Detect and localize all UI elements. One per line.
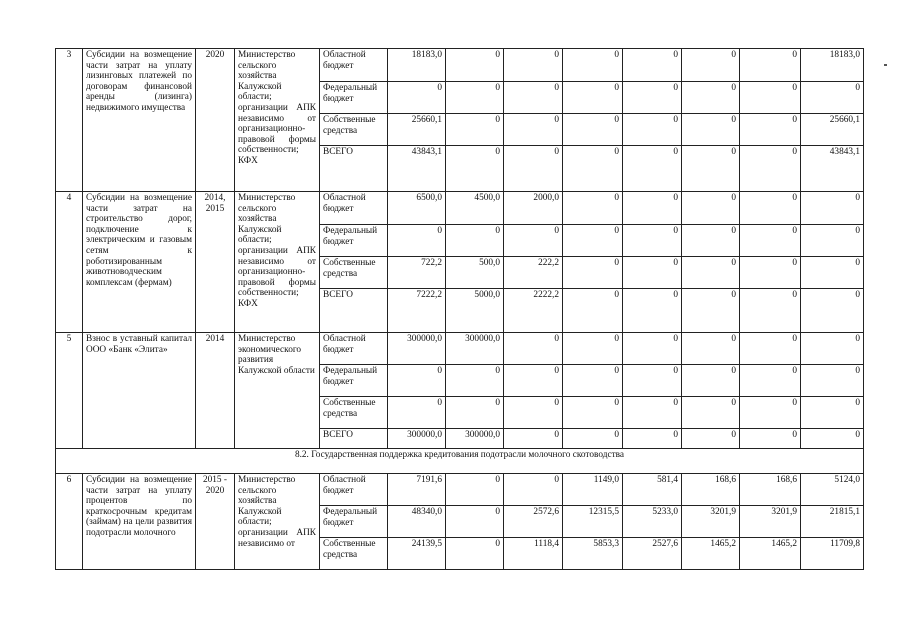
- section-row: [56, 449, 864, 474]
- section-title: 8.2. Государственная поддержка кредитования подотрасли молочного скотоводства: [56, 449, 864, 474]
- value-cell: 0: [504, 82, 563, 114]
- value-cell: 0: [563, 289, 623, 333]
- value-cell: 300000,0: [388, 429, 446, 449]
- funding-source: Областной бюджет: [320, 192, 388, 225]
- value-cell: 0: [682, 257, 740, 289]
- value-cell: 0: [801, 82, 864, 114]
- value-cell: 0: [682, 114, 740, 146]
- value-cell: 0: [801, 289, 864, 333]
- value-cell: 0: [388, 225, 446, 257]
- value-cell: 43843,1: [388, 146, 446, 192]
- value-cell: 0: [504, 49, 563, 82]
- value-cell: 3201,9: [682, 506, 740, 538]
- value-cell: 0: [623, 365, 682, 397]
- period: 2014, 2015: [196, 192, 235, 333]
- value-cell: 0: [682, 82, 740, 114]
- funding-source: Федеральный бюджет: [320, 365, 388, 397]
- value-cell: 0: [446, 365, 504, 397]
- value-cell: 2527,6: [623, 538, 682, 570]
- value-cell: 0: [504, 225, 563, 257]
- table-row: [56, 49, 864, 82]
- budget-table: [55, 48, 864, 570]
- value-cell: 1118,4: [504, 538, 563, 570]
- funding-source: Областной бюджет: [320, 49, 388, 82]
- value-cell: 168,6: [682, 474, 740, 506]
- value-cell: 0: [563, 225, 623, 257]
- value-cell: 0: [563, 114, 623, 146]
- table-row: [56, 333, 864, 365]
- value-cell: 0: [801, 365, 864, 397]
- funding-source: Федеральный бюджет: [320, 225, 388, 257]
- value-cell: 0: [740, 225, 801, 257]
- value-cell: 0: [623, 192, 682, 225]
- value-cell: 300000,0: [446, 333, 504, 365]
- funding-source: Собственные средства: [320, 114, 388, 146]
- value-cell: 0: [446, 474, 504, 506]
- period: 2014: [196, 333, 235, 449]
- value-cell: 168,6: [740, 474, 801, 506]
- value-cell: 0: [446, 538, 504, 570]
- funding-source: ВСЕГО: [320, 429, 388, 449]
- value-cell: 222,2: [504, 257, 563, 289]
- value-cell: 7222,2: [388, 289, 446, 333]
- value-cell: 0: [623, 225, 682, 257]
- value-cell: 5233,0: [623, 506, 682, 538]
- value-cell: 0: [563, 49, 623, 82]
- value-cell: 0: [682, 225, 740, 257]
- value-cell: 5853,3: [563, 538, 623, 570]
- value-cell: 300000,0: [388, 333, 446, 365]
- value-cell: 43843,1: [801, 146, 864, 192]
- period: 2020: [196, 49, 235, 192]
- executor: Министерство сельского хозяйства Калужской области; организации АПК независимо от организационно-правовой формы собственности; КФХ: [235, 49, 320, 192]
- value-cell: 2572,6: [504, 506, 563, 538]
- value-cell: 48340,0: [388, 506, 446, 538]
- value-cell: 0: [682, 365, 740, 397]
- value-cell: 0: [446, 49, 504, 82]
- value-cell: 0: [682, 192, 740, 225]
- value-cell: 12315,5: [563, 506, 623, 538]
- value-cell: 0: [388, 397, 446, 429]
- value-cell: 25660,1: [801, 114, 864, 146]
- value-cell: 0: [388, 82, 446, 114]
- value-cell: 0: [740, 429, 801, 449]
- row-number: 3: [56, 49, 83, 192]
- value-cell: 0: [801, 333, 864, 365]
- value-cell: 0: [740, 146, 801, 192]
- value-cell: 0: [682, 49, 740, 82]
- value-cell: 0: [740, 82, 801, 114]
- value-cell: 722,2: [388, 257, 446, 289]
- value-cell: 0: [563, 429, 623, 449]
- value-cell: 0: [740, 192, 801, 225]
- value-cell: 0: [563, 146, 623, 192]
- period: 2015 - 2020: [196, 474, 235, 570]
- value-cell: 0: [801, 429, 864, 449]
- table-row: [56, 192, 864, 225]
- funding-source: Собственные средства: [320, 397, 388, 429]
- value-cell: 581,4: [623, 474, 682, 506]
- value-cell: 0: [682, 397, 740, 429]
- value-cell: 0: [623, 333, 682, 365]
- value-cell: 0: [563, 82, 623, 114]
- funding-source: Собственные средства: [320, 257, 388, 289]
- executor: Министерство сельского хозяйства Калужской области; организации АПК независимо от организационно-правовой формы собственности; КФХ: [235, 192, 320, 333]
- value-cell: 0: [740, 114, 801, 146]
- value-cell: 0: [563, 397, 623, 429]
- value-cell: 0: [446, 506, 504, 538]
- value-cell: 0: [504, 474, 563, 506]
- value-cell: 0: [563, 333, 623, 365]
- value-cell: 0: [504, 146, 563, 192]
- value-cell: 0: [446, 114, 504, 146]
- value-cell: 25660,1: [388, 114, 446, 146]
- funding-source: ВСЕГО: [320, 146, 388, 192]
- value-cell: 0: [623, 397, 682, 429]
- value-cell: 0: [623, 82, 682, 114]
- value-cell: 7191,6: [388, 474, 446, 506]
- value-cell: 6500,0: [388, 192, 446, 225]
- value-cell: 0: [563, 257, 623, 289]
- value-cell: 1465,2: [682, 538, 740, 570]
- value-cell: 0: [446, 225, 504, 257]
- value-cell: 0: [623, 49, 682, 82]
- table-row: [56, 474, 864, 506]
- value-cell: 1149,0: [563, 474, 623, 506]
- value-cell: 0: [504, 397, 563, 429]
- value-cell: 18183,0: [388, 49, 446, 82]
- scan-mark: [884, 64, 887, 66]
- value-cell: 0: [740, 289, 801, 333]
- funding-source: Собственные средства: [320, 538, 388, 570]
- value-cell: 0: [801, 225, 864, 257]
- row-number: 4: [56, 192, 83, 333]
- value-cell: 0: [682, 146, 740, 192]
- value-cell: 0: [740, 333, 801, 365]
- row-number: 6: [56, 474, 83, 570]
- value-cell: 3201,9: [740, 506, 801, 538]
- value-cell: 0: [682, 289, 740, 333]
- value-cell: 18183,0: [801, 49, 864, 82]
- measure-name: Субсидии на возмещение части затрат на уплату лизинговых платежей по договорам финансовой аренды (лизинга) недвижимого имущества: [83, 49, 196, 192]
- value-cell: 0: [623, 146, 682, 192]
- value-cell: 0: [682, 333, 740, 365]
- funding-source: Федеральный бюджет: [320, 82, 388, 114]
- value-cell: 0: [388, 365, 446, 397]
- value-cell: 0: [446, 146, 504, 192]
- measure-name: Субсидии на возмещение части затрат на строительство дорог, подключение к электрическим и газовым сетям к роботизированным животноводческим комплексам (фермам): [83, 192, 196, 333]
- value-cell: 0: [801, 257, 864, 289]
- value-cell: 5124,0: [801, 474, 864, 506]
- value-cell: 0: [740, 257, 801, 289]
- value-cell: 0: [682, 429, 740, 449]
- value-cell: 500,0: [446, 257, 504, 289]
- value-cell: 4500,0: [446, 192, 504, 225]
- value-cell: 21815,1: [801, 506, 864, 538]
- value-cell: 1465,2: [740, 538, 801, 570]
- value-cell: 2000,0: [504, 192, 563, 225]
- executor: Министерство сельского хозяйства Калужской области; организации АПК независимо от: [235, 474, 320, 570]
- value-cell: 0: [623, 289, 682, 333]
- value-cell: 0: [446, 82, 504, 114]
- funding-source: ВСЕГО: [320, 289, 388, 333]
- value-cell: 0: [623, 429, 682, 449]
- value-cell: 11709,8: [801, 538, 864, 570]
- table-body: [56, 49, 864, 570]
- value-cell: 0: [801, 397, 864, 429]
- funding-source: Областной бюджет: [320, 474, 388, 506]
- value-cell: 5000,0: [446, 289, 504, 333]
- value-cell: 0: [740, 49, 801, 82]
- value-cell: 0: [740, 365, 801, 397]
- value-cell: 0: [446, 397, 504, 429]
- funding-source: Областной бюджет: [320, 333, 388, 365]
- value-cell: 0: [623, 257, 682, 289]
- funding-source: Федеральный бюджет: [320, 506, 388, 538]
- value-cell: 0: [801, 192, 864, 225]
- value-cell: 300000,0: [446, 429, 504, 449]
- measure-name: Субсидии на возмещение части затрат на уплату процентов по краткосрочным кредитам (займам) на цели развития подотрасли молочного: [83, 474, 196, 570]
- value-cell: 0: [504, 333, 563, 365]
- value-cell: 0: [563, 192, 623, 225]
- executor: Министерство экономического развития Калужской области: [235, 333, 320, 449]
- row-number: 5: [56, 333, 83, 449]
- measure-name: Взнос в уставный капитал ООО «Банк «Элита»: [83, 333, 196, 449]
- value-cell: 0: [504, 365, 563, 397]
- value-cell: 24139,5: [388, 538, 446, 570]
- value-cell: 0: [504, 114, 563, 146]
- value-cell: 2222,2: [504, 289, 563, 333]
- value-cell: 0: [623, 114, 682, 146]
- value-cell: 0: [504, 429, 563, 449]
- value-cell: 0: [563, 365, 623, 397]
- value-cell: 0: [740, 397, 801, 429]
